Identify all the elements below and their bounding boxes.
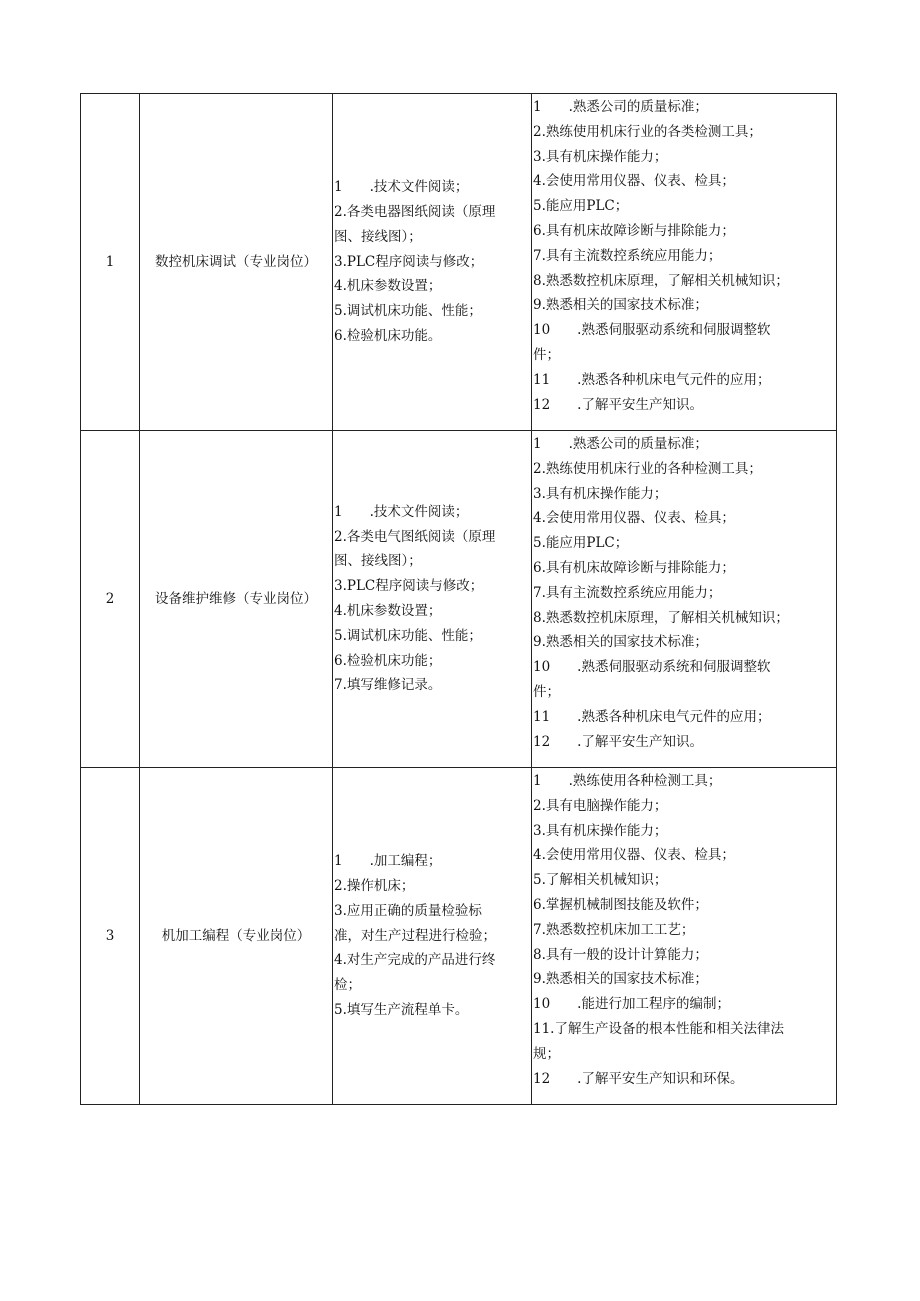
list-item: 6.具有机床故障诊断与排除能力； <box>533 559 735 576</box>
list-item: 5.调试机床功能、性能； <box>334 303 482 320</box>
list-item: 4.会使用常用仪器、仪表、检具； <box>533 173 735 190</box>
list-item: 2.操作机床； <box>334 878 415 894</box>
list-item: 8.熟悉数控机床原理，了解相关机械知识； <box>533 609 789 626</box>
table-row <box>81 768 837 1105</box>
list-item: 4.机床参数设置； <box>334 278 442 295</box>
list-item: 件； <box>533 346 560 363</box>
list-item: 1 .技术文件阅读； <box>334 179 469 196</box>
row-number: 3 <box>81 768 140 1105</box>
list-item: 1 .熟悉公司的质量标准； <box>533 99 708 115</box>
list-item: 4.会使用常用仪器、仪表、检具； <box>533 847 735 864</box>
list-item: 3.应用正确的质量检验标 <box>334 902 482 919</box>
row-number: 1 <box>81 94 140 431</box>
list-item: 9.熟悉相关的国家技术标准； <box>533 297 708 314</box>
list-item: 5.能应用PLC； <box>533 535 629 552</box>
position-name: 机加工编程（专业岗位） <box>140 768 333 1105</box>
list-item: 8.具有一般的设计计算能力； <box>533 946 708 963</box>
list-item: 2.各类电气图纸阅读（原理 <box>334 528 496 545</box>
list-item: 3.PLC程序阅读与修改； <box>334 253 484 270</box>
table-row <box>81 431 837 768</box>
list-item: 12 .了解平安生产知识。 <box>533 396 703 413</box>
position-name: 设备维护维修（专业岗位） <box>140 431 333 768</box>
list-item: 6.检验机床功能。 <box>334 327 442 344</box>
duties-cell <box>333 768 532 1105</box>
list-item: 图、接线图）； <box>334 553 422 570</box>
list-item: 4.会使用常用仪器、仪表、检具； <box>533 510 735 527</box>
list-item: 检； <box>334 977 361 994</box>
list-item: 8.熟悉数控机床原理，了解相关机械知识； <box>533 272 789 289</box>
duties-cell <box>333 431 532 768</box>
list-item: 5.填写生产流程单卡。 <box>334 1001 469 1018</box>
duties-cell <box>333 94 532 431</box>
list-item: 1 .技术文件阅读； <box>334 503 469 520</box>
list-item: 3.具有机床操作能力； <box>533 148 668 165</box>
list-item: 6.掌握机械制图技能及软件； <box>533 896 708 913</box>
list-item: 2.各类电器图纸阅读（原理 <box>334 204 496 220</box>
list-item: 3.PLC程序阅读与修改； <box>334 578 484 595</box>
list-item: 5.调试机床功能、性能； <box>334 627 482 644</box>
requirements-cell <box>532 94 837 431</box>
requirements-list <box>533 95 836 417</box>
requirements-list <box>533 769 836 1091</box>
list-item: 7.填写维修记录。 <box>334 677 442 694</box>
list-item: 1 .加工编程； <box>334 853 442 870</box>
list-item: 1 .熟悉公司的质量标准； <box>533 436 708 452</box>
list-item: 11.了解生产设备的根本性能和相关法律法 <box>533 1020 784 1037</box>
list-item: 9.熟悉相关的国家技术标准； <box>533 971 708 988</box>
list-item: 准，对生产过程进行检验； <box>334 927 496 944</box>
list-item: 6.具有机床故障诊断与排除能力； <box>533 222 735 239</box>
list-item: 规； <box>533 1045 560 1062</box>
list-item: 7.具有主流数控系统应用能力； <box>533 247 722 264</box>
list-item: 4.对生产完成的产品进行终 <box>334 952 496 969</box>
list-item: 10 .熟悉伺服驱动系统和伺服调整软 <box>533 659 771 676</box>
requirements-cell <box>532 768 837 1105</box>
list-item: 3.具有机床操作能力； <box>533 822 668 839</box>
list-item: 件； <box>533 683 560 700</box>
list-item: 7.具有主流数控系统应用能力； <box>533 584 722 601</box>
list-item: 12 .了解平安生产知识。 <box>533 733 703 750</box>
list-item: 1 .熟练使用各种检测工具； <box>533 773 722 789</box>
list-item: 2.熟练使用机床行业的各种检测工具； <box>533 460 762 477</box>
list-item: 5.能应用PLC； <box>533 198 629 215</box>
list-item: 3.具有机床操作能力； <box>533 485 668 502</box>
job-requirements-table <box>80 93 837 1105</box>
list-item: 11 .熟悉各种机床电气元件的应用； <box>533 371 771 388</box>
row-number: 2 <box>81 431 140 768</box>
position-name: 数控机床调试（专业岗位） <box>140 94 333 431</box>
list-item: 7.熟悉数控机床加工工艺； <box>533 921 695 938</box>
list-item: 11 .熟悉各种机床电气元件的应用； <box>533 708 771 725</box>
list-item: 6.检验机床功能； <box>334 652 442 669</box>
list-item: 5.了解相关机械知识； <box>533 872 668 889</box>
duties-list <box>334 500 531 698</box>
list-item: 2.具有电脑操作能力； <box>533 797 668 814</box>
list-item: 9.熟悉相关的国家技术标准； <box>533 634 708 651</box>
requirements-cell <box>532 431 837 768</box>
list-item: 4.机床参数设置； <box>334 603 442 619</box>
list-item: 10 .能进行加工程序的编制； <box>533 996 730 1013</box>
list-item: 10 .熟悉伺服驱动系统和伺服调整软 <box>533 322 771 339</box>
list-item: 图、接线图）； <box>334 228 422 245</box>
duties-list <box>334 849 531 1023</box>
requirements-list <box>533 432 836 754</box>
table-row <box>81 94 837 431</box>
list-item: 12 .了解平安生产知识和环保。 <box>533 1070 744 1087</box>
duties-list <box>334 175 531 349</box>
list-item: 2.熟练使用机床行业的各类检测工具； <box>533 123 762 140</box>
